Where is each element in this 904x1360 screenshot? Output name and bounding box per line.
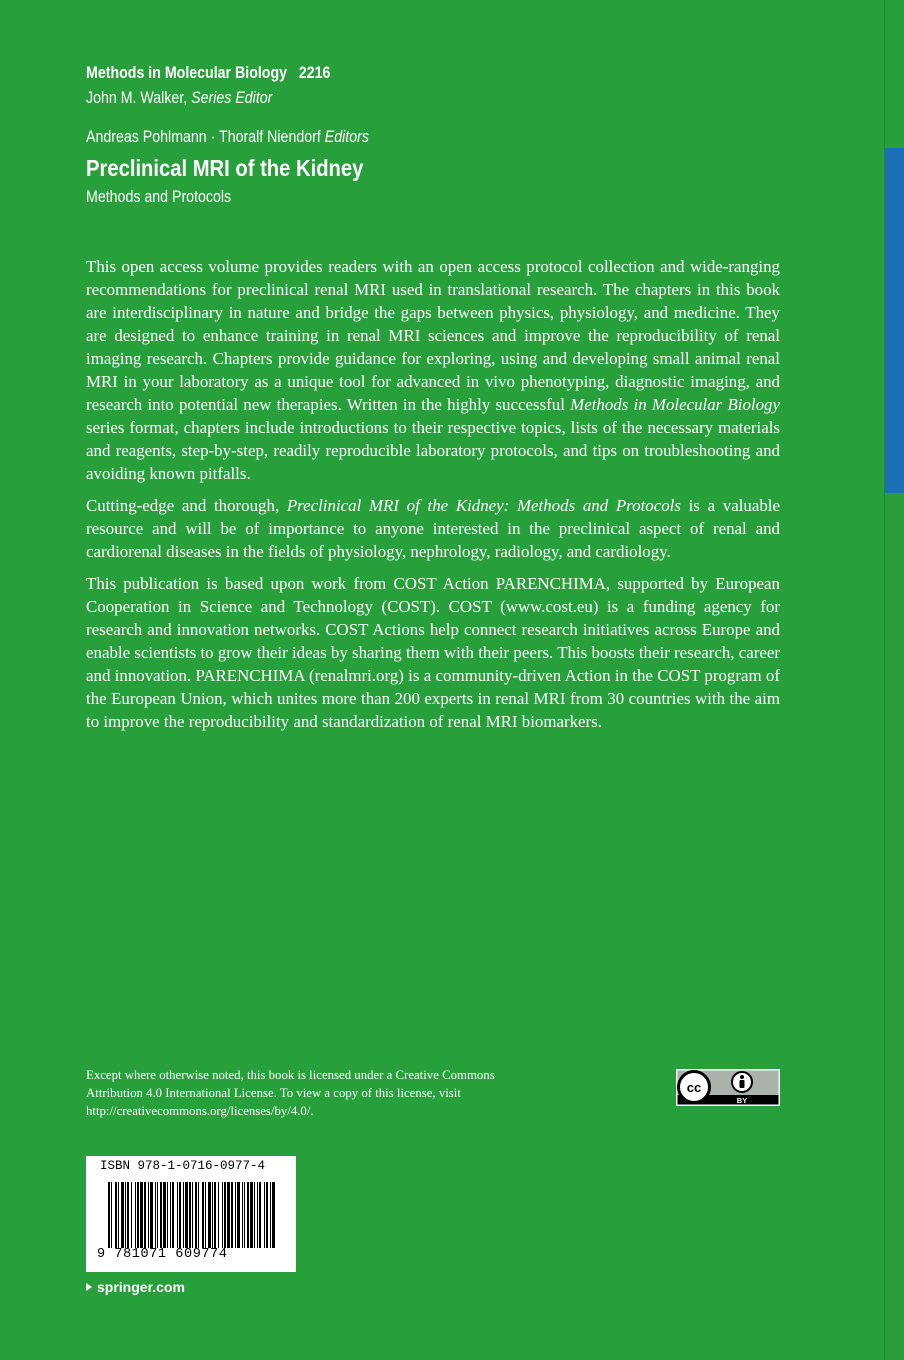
cc-icon [679, 1072, 710, 1103]
series-editor-name: John M. Walker, [86, 89, 188, 107]
barcode-bar [202, 1182, 204, 1248]
barcode-bar [167, 1182, 168, 1248]
barcode-bar [247, 1182, 249, 1248]
barcode-bar [205, 1182, 206, 1248]
barcode-bar [118, 1182, 119, 1248]
barcode [108, 1182, 278, 1248]
spine-blue-band [885, 148, 904, 493]
back-cover-blurb [86, 255, 780, 742]
series-editor-role: Series Editor [191, 89, 273, 107]
springer-link[interactable] [86, 1279, 185, 1295]
book-subtitle: Methods and Protocols [86, 188, 232, 206]
barcode-bar [208, 1182, 211, 1248]
license-notice: Except where otherwise noted, this book is licensed under a Creative Commons Attribution 4.0 International License. To view a copy of this license, visit http://creativecommons.org/licenses/by/4.0/. [86, 1068, 495, 1118]
barcode-bar [244, 1182, 245, 1248]
barcode-bar [222, 1182, 223, 1248]
barcode-bar [224, 1182, 226, 1248]
barcode-bar [148, 1182, 149, 1248]
blurb-paragraph-3: This publication is based upon work from COST Action PARENCHIMA, supported by European Cooperation in Science and Technology (COST). COST (www.cost.eu) is a funding agency for research and innovation networks. COST Actions help connect research initiatives across Europe and enable scientists to grow their ideas by sharing them with their peers. This boosts their research, career and innovation. PARENCHIMA (renalmri.org) is a community-driven Action in the COST program of the European Union, which unites more than 200 experts in renal MRI from 30 countries with the aim to improve the reproducibility and standardization of renal MRI biomarkers. [86, 574, 780, 731]
barcode-bar [172, 1182, 174, 1248]
barcode-bar [177, 1182, 178, 1248]
barcode-bar [235, 1182, 236, 1248]
barcode-bar [254, 1182, 255, 1248]
editor-names: Andreas Pohlmann · Thoralf Niendorf [86, 128, 321, 146]
barcode-bar [272, 1182, 275, 1248]
barcode-bar [111, 1182, 112, 1248]
barcode-bar [160, 1182, 162, 1248]
barcode-bar [266, 1182, 268, 1248]
barcode-bar [131, 1182, 132, 1248]
barcode-bar [227, 1182, 230, 1248]
barcode-bar [198, 1182, 199, 1248]
barcode-bar [140, 1182, 143, 1248]
isbn-digits: 9 781071 609774 [97, 1247, 228, 1262]
series-editor [86, 89, 303, 108]
attribution-person-icon [732, 1072, 752, 1092]
barcode-bar [108, 1182, 110, 1248]
series-volume: 2216 [298, 64, 331, 82]
book-editors [86, 128, 415, 147]
barcode-bar [250, 1182, 253, 1248]
barcode-bar [242, 1182, 243, 1248]
barcode-bar [125, 1182, 126, 1248]
arrow-right-icon [86, 1283, 92, 1291]
springer-link-text: springer.com [97, 1279, 185, 1295]
barcode-bar [135, 1182, 136, 1248]
barcode-bar [270, 1182, 271, 1248]
barcode-bar [237, 1182, 240, 1248]
barcode-bar [115, 1182, 117, 1248]
barcode-bar [257, 1182, 258, 1248]
barcode-bar [137, 1182, 139, 1248]
barcode-bar [157, 1182, 158, 1248]
barcode-bar [259, 1182, 261, 1248]
barcode-bar [127, 1182, 129, 1248]
cc-by-license-badge [676, 1069, 780, 1106]
barcode-bar [155, 1182, 156, 1248]
barcode-bar [185, 1182, 188, 1248]
barcode-bar [144, 1182, 146, 1248]
barcode-bar [150, 1182, 153, 1248]
barcode-bar [264, 1182, 265, 1248]
barcode-bar [214, 1182, 216, 1248]
barcode-bar [121, 1182, 124, 1248]
isbn-label: ISBN 978-1-0716-0977-4 [100, 1159, 266, 1173]
barcode-bar [179, 1182, 181, 1248]
svg-text:cc: cc [686, 1080, 702, 1095]
series-heading [86, 64, 370, 83]
barcode-bar [192, 1182, 193, 1248]
series-name: Methods in Molecular Biology [86, 64, 288, 82]
blurb-paragraph-1: This open access volume provides readers with an open access protocol collection and wide-ranging recommendations for preclinical renal MRI used in translational research. The chapters in this book are interdisciplinary in nature and bridge the gaps between physics, physiology, and medicine. They are designed to enhance training in renal MRI sciences and improve the reproducibility of renal imaging research. Chapters provide guidance for exploring, using and developing small animal renal MRI in your laboratory as a unique tool for advanced in vivo phenotyping, diagnostic imaging, and research into potential new therapies. Written in the highly successful Methods in Molecular Biology series format, chapters include introductions to their respective topics, lists of the necessary materials and reagents, step-by-step, readily reproducible laboratory protocols, and tips on troubleshooting and avoiding known pitfalls. [86, 257, 781, 483]
spine-green-band [885, 493, 904, 1360]
barcode-bar [195, 1182, 197, 1248]
barcode-bar [163, 1182, 166, 1248]
barcode-bar [183, 1182, 184, 1248]
barcode-bar [231, 1182, 233, 1248]
barcode-bar [212, 1182, 213, 1248]
cc-badge-label: BY [736, 1096, 748, 1105]
book-title: Preclinical MRI of the Kidney [86, 155, 364, 181]
barcode-bar [170, 1182, 171, 1248]
barcode-bar [189, 1182, 191, 1248]
editors-role: Editors [324, 128, 369, 146]
isbn-barcode-box [86, 1156, 296, 1272]
blurb-paragraph-2: Cutting-edge and thorough, Preclinical MRI of the Kidney: Methods and Protocols is a valuable resource and will be of importance to anyone interested in the preclinical aspect of renal and cardiorenal diseases in the fields of physiology, nephrology, radiology, and cardiology. [86, 496, 780, 561]
barcode-bar [218, 1182, 219, 1248]
